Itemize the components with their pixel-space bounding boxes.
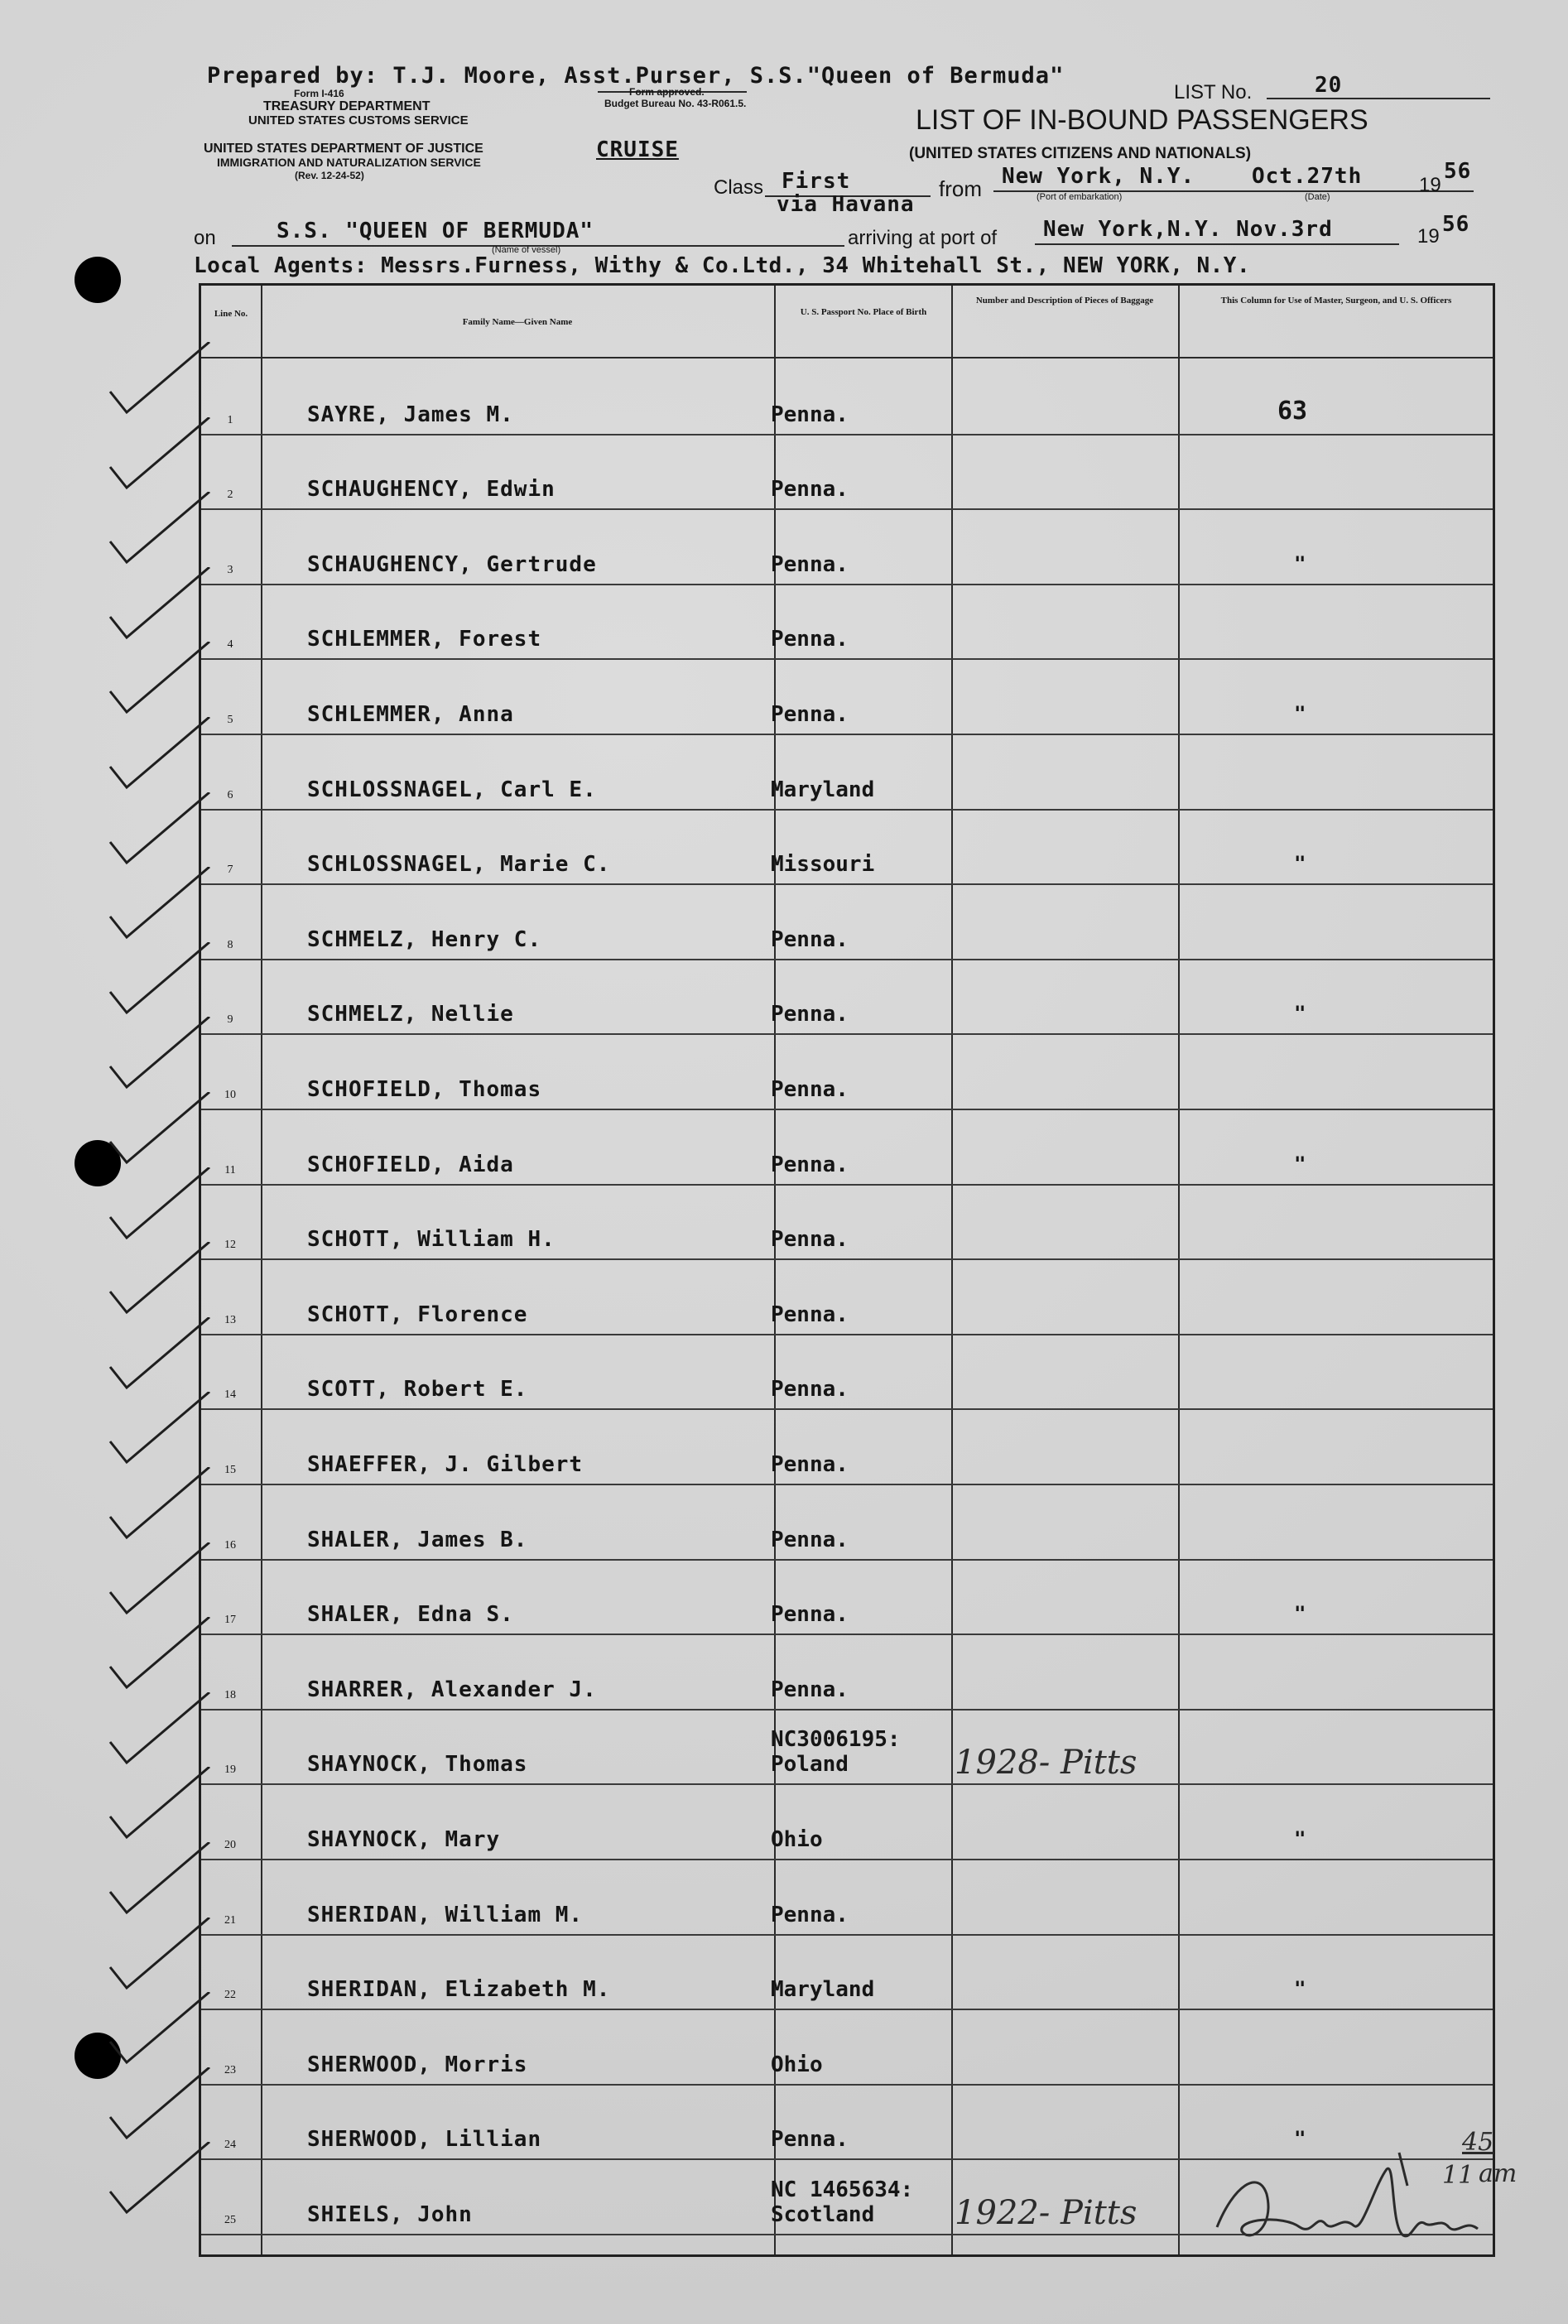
table-row xyxy=(201,1258,1493,1335)
passenger-name: SHALER, Edna S. xyxy=(307,1602,514,1628)
table-row xyxy=(201,809,1493,886)
table-row xyxy=(201,1934,1493,2011)
vessel-name: S.S. "QUEEN OF BERMUDA" xyxy=(277,219,594,243)
officer-mark: 63 xyxy=(1277,396,1308,426)
check-mark-icon xyxy=(94,1392,218,1475)
table-row xyxy=(201,1559,1493,1636)
check-mark-icon xyxy=(94,2067,218,2150)
line-number: 3 xyxy=(227,563,233,576)
line-number: 21 xyxy=(224,1913,236,1927)
check-mark-icon xyxy=(94,1842,218,1925)
place-of-birth: Penna. xyxy=(771,1602,849,1628)
check-mark-icon xyxy=(94,642,218,724)
passenger-name: SCHLOSSNAGEL, Marie C. xyxy=(307,852,611,878)
officer-mark: " xyxy=(1294,1826,1306,1850)
port-caption: (Port of embarkation) xyxy=(1037,192,1123,202)
table-row xyxy=(201,734,1493,811)
check-mark-icon xyxy=(94,1542,218,1625)
passenger-name: SHAEFFER, J. Gilbert xyxy=(307,1451,584,1477)
table-row xyxy=(201,508,1493,585)
punch-hole xyxy=(75,257,121,303)
table-row xyxy=(201,1184,1493,1261)
table-row xyxy=(201,959,1493,1036)
local-agents: Local Agents: Messrs.Furness, Withy & Co.Ltd., 34 Whitehall St., NEW YORK, N.Y. xyxy=(194,253,1251,278)
passenger-name: SCHOFIELD, Thomas xyxy=(307,1076,542,1102)
place-of-birth: Maryland xyxy=(771,777,875,802)
table-row xyxy=(201,1709,1493,1786)
customs-service: UNITED STATES CUSTOMS SERVICE xyxy=(248,113,469,128)
line-number: 16 xyxy=(224,1538,236,1552)
arrival-year-prefix: 19 xyxy=(1417,225,1440,248)
vessel-caption: (Name of vessel) xyxy=(492,245,561,255)
check-mark-icon xyxy=(94,1992,218,2075)
place-of-birth: Maryland xyxy=(771,1977,875,2003)
line-number: 8 xyxy=(227,938,233,951)
place-of-birth: Ohio xyxy=(771,1826,823,1852)
line-number: 25 xyxy=(224,2213,236,2226)
year-value: 56 xyxy=(1444,159,1472,184)
prepared-by: Prepared by: T.J. Moore, Asst.Purser, S.S."Queen of Bermuda" xyxy=(207,63,1065,89)
check-mark-icon xyxy=(94,1092,218,1175)
via-havana: via Havana xyxy=(777,192,915,217)
check-mark-icon xyxy=(94,1767,218,1850)
place-of-birth: Penna. xyxy=(771,1677,849,1702)
line-number: 19 xyxy=(224,1763,236,1777)
place-of-birth: Ohio xyxy=(771,2052,823,2077)
list-no: 20 xyxy=(1315,73,1343,98)
class-value: First xyxy=(782,169,851,194)
passenger-name: SHALER, James B. xyxy=(307,1527,528,1552)
check-mark-icon xyxy=(94,1617,218,1700)
table-row xyxy=(201,2009,1493,2086)
officer-mark: " xyxy=(1294,551,1306,575)
check-mark-icon xyxy=(94,1917,218,2000)
passenger-name: SAYRE, James M. xyxy=(307,402,514,427)
check-mark-icon xyxy=(94,1017,218,1099)
passenger-name: SCOTT, Robert E. xyxy=(307,1377,528,1403)
on-label: on xyxy=(194,227,216,249)
line-number: 23 xyxy=(224,2063,236,2076)
line-number: 7 xyxy=(227,864,233,877)
arrival-year: 56 xyxy=(1442,212,1470,237)
passenger-name: SCHAUGHENCY, Edwin xyxy=(307,477,556,503)
line-number: 13 xyxy=(224,1313,236,1326)
passenger-name: SCHAUGHENCY, Gertrude xyxy=(307,551,597,577)
list-subtitle: (UNITED STATES CITIZENS AND NATIONALS) xyxy=(909,145,1252,162)
officer-mark: " xyxy=(1294,701,1306,725)
passenger-name: SCHLEMMER, Forest xyxy=(307,627,542,652)
place-of-birth: Penna. xyxy=(771,1076,849,1102)
table-row xyxy=(201,1408,1493,1485)
doj-line: UNITED STATES DEPARTMENT OF JUSTICE xyxy=(204,142,483,156)
baggage-note: 1922- Pitts xyxy=(955,2193,1138,2232)
passenger-name: SHERIDAN, William M. xyxy=(307,1902,584,1927)
place-of-birth: Penna. xyxy=(771,1152,849,1177)
table-row xyxy=(201,1783,1493,1860)
check-mark-icon xyxy=(94,492,218,575)
line-number: 18 xyxy=(224,1688,236,1701)
line-number: 17 xyxy=(224,1614,236,1627)
arrival-port: New York,N.Y. Nov.3rd xyxy=(1043,217,1333,242)
check-mark-icon xyxy=(94,942,218,1025)
place-of-birth: Penna. xyxy=(771,551,849,577)
table-row xyxy=(201,1634,1493,1711)
rev-line: (Rev. 12-24-52) xyxy=(295,170,364,181)
passenger-name: SHIELS, John xyxy=(307,2201,473,2227)
form-number: Form I-416 xyxy=(294,88,344,99)
table-row xyxy=(201,1033,1493,1110)
line-number: 10 xyxy=(224,1088,236,1101)
place-of-birth: Penna. xyxy=(771,1002,849,1027)
line-number: 22 xyxy=(224,1989,236,2002)
place-of-birth: Missouri xyxy=(771,852,875,878)
check-mark-icon xyxy=(94,1692,218,1775)
table-row xyxy=(201,434,1493,511)
officer-mark: " xyxy=(1294,1602,1306,1626)
arriving-label: arriving at port of xyxy=(848,227,998,249)
officer-mark: " xyxy=(1294,1977,1306,2001)
time-am: am xyxy=(1479,2159,1517,2188)
check-mark-icon xyxy=(94,717,218,800)
passenger-name: SHAYNOCK, Mary xyxy=(307,1826,501,1852)
officer-mark: " xyxy=(1294,1002,1306,1026)
place-of-birth: Penna. xyxy=(771,701,849,727)
check-mark-icon xyxy=(94,792,218,875)
passenger-name: SCHOTT, William H. xyxy=(307,1227,556,1253)
place-of-birth: Penna. xyxy=(771,477,849,503)
line-number: 4 xyxy=(227,638,233,652)
passenger-name: SCHMELZ, Nellie xyxy=(307,1002,514,1027)
officer-mark: " xyxy=(1294,2127,1306,2151)
treasury-dept: TREASURY DEPARTMENT xyxy=(263,99,430,113)
ins-line: IMMIGRATION AND NATURALIZATION SERVICE xyxy=(217,156,481,169)
passenger-name: SHERWOOD, Lillian xyxy=(307,2127,542,2153)
place-of-birth: Penna. xyxy=(771,402,849,427)
check-mark-icon xyxy=(94,417,218,500)
check-mark-icon xyxy=(94,1242,218,1325)
table-row xyxy=(201,883,1493,960)
passenger-table xyxy=(199,283,1495,2257)
passenger-name: SHERIDAN, Elizabeth M. xyxy=(307,1977,611,2003)
passenger-name: SHERWOOD, Morris xyxy=(307,2052,528,2077)
passenger-name: SHAYNOCK, Thomas xyxy=(307,1752,528,1778)
line-number: 12 xyxy=(224,1239,236,1252)
check-mark-icon xyxy=(94,1167,218,1250)
cruise-label: CRUISE xyxy=(596,137,679,162)
col-officers: This Column for Use of Master, Surgeon, and U. S. Officers xyxy=(1220,296,1452,306)
line-number: 2 xyxy=(227,488,233,502)
place-of-birth: Penna. xyxy=(771,1451,849,1477)
check-mark-icon xyxy=(94,1317,218,1400)
check-mark-icon xyxy=(94,1467,218,1550)
date-caption: (Date) xyxy=(1305,192,1330,202)
col-passport: U. S. Passport No. Place of Birth xyxy=(800,307,927,317)
line-number: 9 xyxy=(227,1013,233,1027)
line-number: 6 xyxy=(227,788,233,801)
passenger-name: SCHOTT, Florence xyxy=(307,1302,528,1327)
from-label: from xyxy=(939,176,982,201)
passenger-name: SCHLEMMER, Anna xyxy=(307,701,514,727)
passenger-name: SCHLOSSNAGEL, Carl E. xyxy=(307,777,597,802)
place-of-birth: NC 1465634: Scotland xyxy=(771,2177,914,2227)
col-line-no: Line No. xyxy=(214,309,248,319)
list-title: LIST OF IN-BOUND PASSENGERS xyxy=(916,104,1368,136)
table-row xyxy=(201,1859,1493,1936)
officer-mark: " xyxy=(1294,1152,1306,1176)
list-no-label: LIST No. xyxy=(1174,81,1253,103)
table-row xyxy=(201,358,1493,435)
line-number: 14 xyxy=(224,1388,236,1402)
table-row xyxy=(201,658,1493,735)
check-mark-icon xyxy=(94,867,218,950)
place-of-birth: Penna. xyxy=(771,627,849,652)
passenger-name: SCHOFIELD, Aida xyxy=(307,1152,514,1177)
line-number: 5 xyxy=(227,713,233,726)
place-of-birth: Penna. xyxy=(771,926,849,952)
place-of-birth: Penna. xyxy=(771,1527,849,1552)
place-of-birth: Penna. xyxy=(771,2127,849,2153)
check-mark-icon xyxy=(94,567,218,650)
line-number: 11 xyxy=(224,1163,236,1176)
check-mark-icon xyxy=(94,342,218,425)
place-of-birth: NC3006195: Poland xyxy=(771,1727,901,1778)
place-of-birth: Penna. xyxy=(771,1227,849,1253)
passenger-name: SHARRER, Alexander J. xyxy=(307,1677,597,1702)
table-row xyxy=(201,584,1493,661)
line-number: 1 xyxy=(227,413,233,426)
officer-mark: " xyxy=(1294,852,1306,876)
line-number: 15 xyxy=(224,1463,236,1476)
class-label: Class xyxy=(714,176,764,199)
col-baggage: Number and Description of Pieces of Baggage xyxy=(975,296,1154,306)
place-of-birth: Penna. xyxy=(771,1377,849,1403)
baggage-note: 1928- Pitts xyxy=(955,1744,1138,1783)
year-prefix: 19 xyxy=(1419,174,1441,196)
passenger-name: SCHMELZ, Henry C. xyxy=(307,926,542,952)
from-port: New York, N.Y. xyxy=(1002,164,1195,189)
table-row xyxy=(201,1484,1493,1561)
place-of-birth: Penna. xyxy=(771,1902,849,1927)
place-of-birth: Penna. xyxy=(771,1302,849,1327)
budget-bureau: Budget Bureau No. 43-R061.5. xyxy=(604,98,747,109)
form-approved: Form approved. xyxy=(629,86,705,98)
line-number: 20 xyxy=(224,1838,236,1851)
line-number: 24 xyxy=(224,2139,236,2152)
time-minutes: 45 xyxy=(1462,2128,1494,2157)
time-hour: 11 xyxy=(1442,2161,1474,2190)
table-row xyxy=(201,1109,1493,1186)
depart-date: Oct.27th xyxy=(1252,164,1363,189)
check-mark-icon xyxy=(94,2142,218,2225)
col-name: Family Name—Given Name xyxy=(462,317,573,327)
table-row xyxy=(201,1334,1493,1411)
